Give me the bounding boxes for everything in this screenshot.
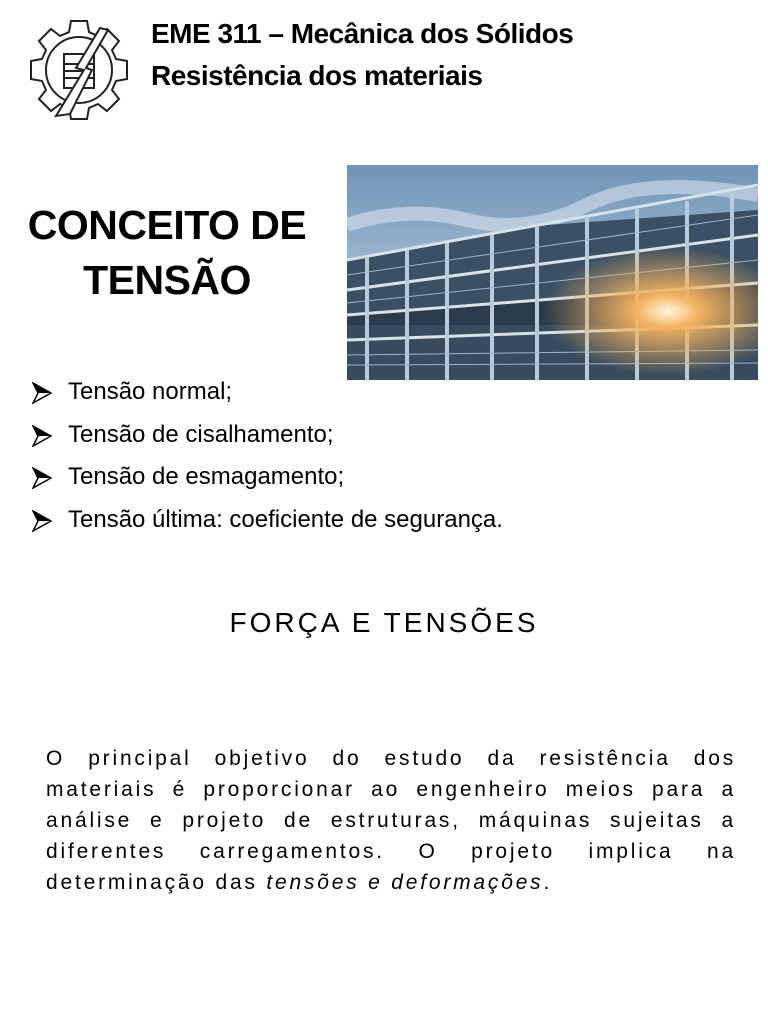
paragraph-lead: O principal objetivo do estudo da resistência dos materiais é proporcionar ao engenheiro meios para a análise e projeto de estruturas, máquinas sujeitas a diferentes carregamentos. O projeto implica na determinação das [46, 747, 736, 894]
concept-title-line-2: TENSÃO [83, 257, 251, 303]
arrow-bullet-icon [32, 382, 52, 404]
building-steel-frame-photo [347, 165, 758, 380]
gear-lightning-logo-icon [26, 18, 132, 124]
section-title: FORÇA E TENSÕES [229, 607, 539, 638]
list-item [32, 500, 503, 543]
concept-title-line-1: CONCEITO DE [27, 202, 307, 248]
topic-label: Tensão de cisalhamento; [68, 420, 334, 448]
topics-list [32, 372, 503, 542]
paragraph-emphasis: tensões e deformações [266, 871, 544, 894]
course-subtitle: Resistência dos materiais [151, 60, 483, 91]
concept-title [14, 198, 320, 308]
list-item [32, 372, 503, 415]
course-title: EME 311 – Mecânica dos Sólidos [151, 18, 574, 49]
arrow-bullet-icon [32, 467, 52, 489]
topic-label: Tensão de esmagamento; [68, 463, 345, 490]
topic-label: Tensão última: coeficiente de segurança. [68, 505, 503, 533]
topic-label: Tensão normal; [68, 378, 233, 405]
arrow-bullet-icon [32, 510, 52, 532]
list-item [32, 457, 503, 500]
body-paragraph [46, 743, 736, 898]
arrow-bullet-icon [32, 425, 52, 447]
paragraph-end: . [543, 871, 553, 894]
list-item [32, 415, 503, 458]
